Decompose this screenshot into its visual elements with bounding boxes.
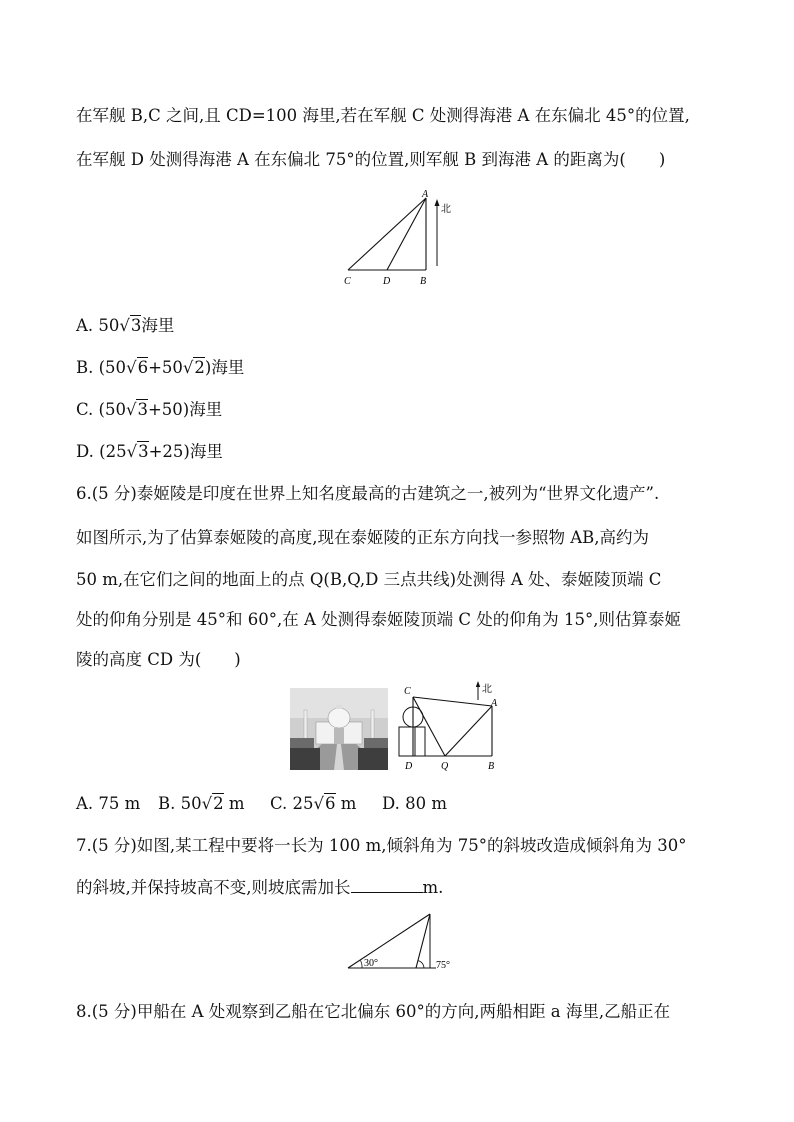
q6-text-line-1: 6.(5 分)泰姬陵是印度在世界上知名度最高的古建筑之一,被列为“世界文化遗产”.	[76, 484, 660, 503]
taj-mahal-photo	[290, 688, 388, 770]
q7-angle-30: 30°	[364, 958, 378, 969]
q6-label-b: B	[488, 761, 495, 772]
q8-text-line-1: 8.(5 分)甲船在 A 处观察到乙船在它北偏东 60°的方向,两船相距 a 海里,乙船正在	[76, 1002, 671, 1021]
answer-blank[interactable]	[351, 878, 423, 893]
q6-label-c: C	[404, 686, 411, 697]
sqrt-symbol: √	[126, 358, 137, 377]
q6-label-a: A	[491, 698, 498, 709]
sqrt-symbol: √	[313, 794, 325, 813]
q6-option-b[interactable]: B. 50√2 m	[158, 794, 245, 813]
q6-label-d: D	[405, 761, 413, 772]
q5-label-d: D	[383, 276, 391, 287]
q6-text-line-4: 处的仰角分别是 45°和 60°,在 A 处测得泰姬陵顶端 C 处的仰角为 15°,则估算泰姬	[76, 610, 681, 629]
q5-option-d[interactable]: D. (25√3+25)海里	[76, 442, 223, 461]
sqrt-symbol: √	[182, 358, 194, 377]
q6-text-line-5: 陵的高度 CD 为( )	[76, 650, 241, 669]
q5-label-c: C	[344, 276, 351, 287]
q5-option-a[interactable]: A. 50√3海里	[76, 316, 175, 335]
sqrt-symbol: √	[119, 316, 130, 335]
q5-option-c[interactable]: C. (50√3+50)海里	[76, 400, 223, 419]
q5-label-b: B	[420, 276, 427, 287]
sqrt-symbol: √	[201, 794, 213, 813]
q6-text-line-2: 如图所示,为了估算泰姬陵的高度,现在泰姬陵的正东方向找一参照物 AB,高约为	[76, 528, 650, 547]
q5-text-line-2: 在军舰 D 处测得海港 A 在东偏北 75°的位置,则军舰 B 到海港 A 的距离为( )	[76, 150, 666, 169]
q6-text-line-3: 50 m,在它们之间的地面上的点 Q(B,Q,D 三点共线)处测得 A 处、泰姬陵顶端 C	[76, 570, 662, 589]
q7-text-line-2: 的斜坡,并保持坡高不变,则坡底需加长 m.	[76, 878, 444, 897]
q5-figure	[330, 186, 470, 288]
q5-text-line-1: 在军舰 B,C 之间,且 CD=100 海里,若在军舰 C 处测得海港 A 在东偏北 45°的位置,	[76, 106, 690, 125]
q5-label-north: 北	[441, 204, 451, 215]
q6-figure	[396, 680, 508, 772]
q7-angle-75: 75°	[436, 960, 450, 971]
q5-option-b[interactable]: B. (50√6+50√2)海里	[76, 358, 245, 377]
q6-option-d[interactable]: D. 80 m	[382, 794, 448, 813]
q6-option-c[interactable]: C. 25√6 m	[270, 794, 357, 813]
q7-figure	[344, 908, 464, 972]
q6-option-a[interactable]: A. 75 m	[76, 794, 141, 813]
q7-text-line-1: 7.(5 分)如图,某工程中要将一长为 100 m,倾斜角为 75°的斜坡改造成倾斜角为 30°	[76, 836, 687, 855]
q5-label-a: A	[422, 189, 429, 200]
sqrt-symbol: √	[126, 442, 138, 461]
sqrt-symbol: √	[125, 400, 137, 419]
q6-label-q: Q	[441, 761, 449, 772]
q6-label-north: 北	[482, 684, 492, 695]
